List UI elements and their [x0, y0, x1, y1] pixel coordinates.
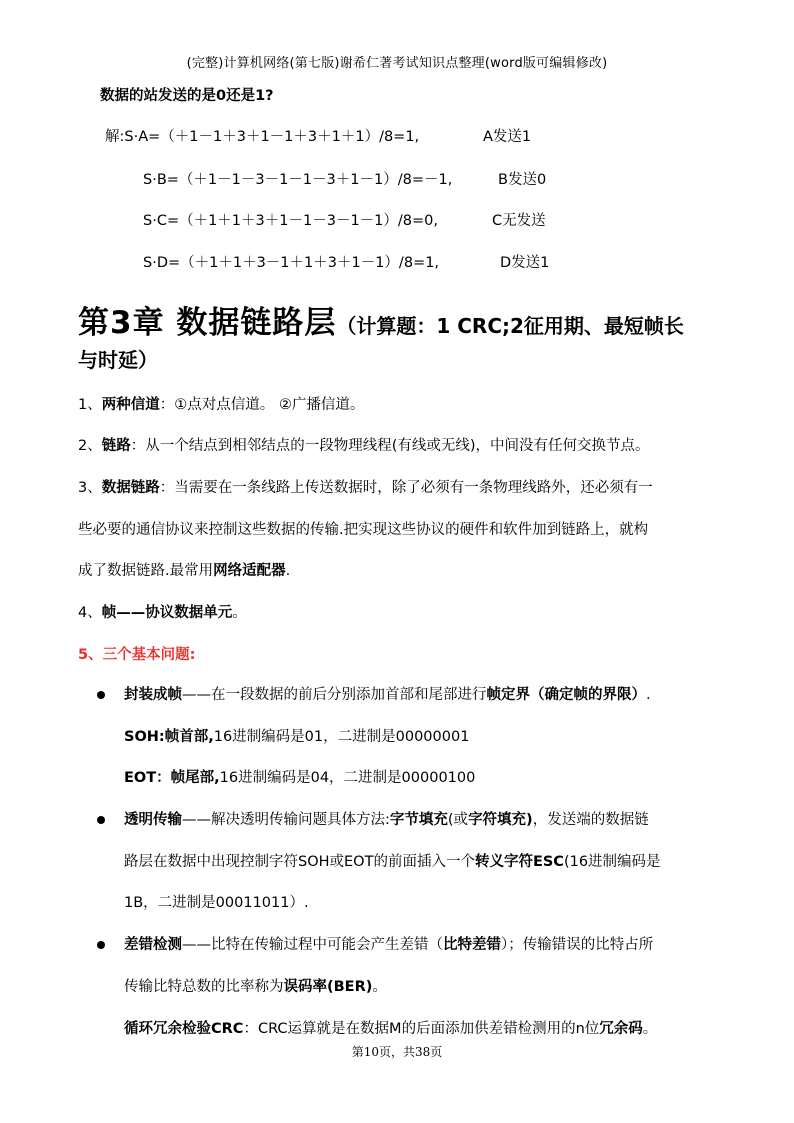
bullet-text: ，发送端的数据链	[532, 812, 649, 828]
bullet-error-detection-line-2	[124, 977, 387, 997]
bullet-text: 传输比特总数的比率称为	[124, 979, 284, 995]
item-5-heading: 5、三个基本问题:	[78, 647, 196, 663]
bullet-term: 封装成帧	[124, 687, 182, 703]
bullet-term: 帧定界（确定帧的界限）	[486, 687, 646, 703]
item-text: 。	[232, 605, 247, 621]
bullet-error-detection	[124, 935, 653, 955]
page-header: (完整)计算机网络(第七版)谢希仁著考试知识点整理(word版可编辑修改)	[186, 56, 608, 71]
item-4	[78, 603, 247, 623]
bullet-term: 差错检测	[124, 937, 182, 953]
item-1	[78, 395, 364, 415]
answer-result-a: A发送1	[483, 129, 532, 145]
soh-line	[124, 727, 469, 747]
item-text: ：从一个结点到相邻结点的一段物理线程(有线或无线)，中间没有任何交换节点。	[130, 438, 650, 454]
bullet-term: 字符填充)	[468, 812, 533, 828]
bullet-text: .	[646, 687, 651, 703]
bullet-text: ——解决透明传输问题具体方法:	[182, 812, 390, 828]
bullet-term: 字节填充	[389, 812, 448, 828]
eot-term: EOT：帧尾部,	[124, 770, 220, 786]
item-3	[78, 478, 653, 498]
bullet-term: 比特差错	[443, 937, 501, 953]
item-number: 1、	[78, 397, 102, 413]
answer-line-b: S·B=（＋1－1－3－1－1－3＋1－1）/8=－1,	[143, 172, 453, 188]
chapter-heading	[78, 301, 684, 350]
bullet-icon	[97, 816, 105, 824]
item-2	[78, 436, 650, 456]
chapter-note: （计算题：1 CRC;2征用期、最短帧长	[336, 314, 684, 338]
bullet-transparent-line-3: 1B，二进制是00011011）.	[124, 895, 309, 911]
bullet-text: ——在一段数据的前后分别添加首部和尾部进行	[182, 687, 487, 703]
answer-result-b: B发送0	[498, 172, 547, 188]
page-footer: 第10页，共38页	[351, 1045, 443, 1059]
answer-result-c: C无发送	[492, 213, 546, 229]
crc-text: ：CRC运算就是在数据M的后面添加供差错检测用的n位	[243, 1021, 600, 1037]
item-term: 链路	[101, 438, 131, 454]
item-term: 两种信道	[101, 397, 160, 413]
bullet-term: 误码率(BER)	[283, 979, 373, 995]
item-3-line-2: 些必要的通信协议来控制这些数据的传输.把实现这些协议的硬件和软件加到链路上，就构	[78, 522, 649, 538]
item-term: 数据链路	[101, 480, 160, 496]
item-number: 4、	[78, 605, 102, 621]
bullet-transparent-line-2	[124, 852, 661, 872]
crc-text: 。	[642, 1021, 658, 1037]
eot-text: 16进制编码是04，二进制是00000100	[219, 770, 476, 786]
bullet-transparent	[124, 810, 649, 830]
answer-expr: S·A=（＋1－1＋3＋1－1＋3＋1＋1）/8=1,	[124, 129, 420, 145]
item-text: .	[285, 563, 291, 579]
bullet-term: 透明传输	[124, 812, 182, 828]
crc-term: 循环冗余检验CRC	[124, 1021, 244, 1037]
bullet-text: 路层在数据中出现控制字符SOH或EOT的前面插入一个	[124, 854, 475, 870]
bullet-text: (或	[447, 812, 469, 828]
chapter-title: 第3章 数据链路层	[78, 305, 337, 341]
item-text: ：①点对点信道。 ②广播信道。	[159, 397, 365, 413]
answer-line-a	[105, 127, 419, 147]
answer-result-d: D发送1	[500, 255, 550, 271]
soh-term: SOH:帧首部,	[124, 729, 214, 745]
item-3-line-3	[78, 561, 290, 581]
question-tail: 数据的站发送的是0还是1?	[100, 88, 274, 104]
bullet-text: 。	[372, 979, 387, 995]
bullet-text: (16进制编码是	[563, 854, 661, 870]
bullet-text: ）；传输错误的比特占所	[501, 937, 654, 953]
item-text: ：当需要在一条线路上传送数据时，除了必须有一条物理线路外，还必须有一	[159, 480, 653, 496]
crc-line	[124, 1019, 657, 1039]
answer-line-d: S·D=（＋1＋1＋3－1＋1＋3＋1－1）/8=1,	[143, 255, 440, 271]
item-term: 帧——协议数据单元	[101, 605, 233, 621]
chapter-note-cont: 与时延）	[78, 348, 158, 372]
eot-line	[124, 768, 475, 788]
bullet-icon	[97, 691, 105, 699]
answer-line-c: S·C=（＋1＋1＋3＋1－1－3－1－1）/8=0,	[143, 213, 438, 229]
answer-prefix: 解:	[105, 129, 125, 145]
crc-term: 冗余码	[599, 1021, 643, 1037]
item-number: 3、	[78, 480, 102, 496]
bullet-framing	[124, 685, 651, 705]
item-term: 网络适配器	[213, 563, 286, 579]
bullet-text: ——比特在传输过程中可能会产生差错（	[182, 937, 443, 953]
item-text: 成了数据链路.最常用	[78, 563, 214, 579]
soh-text: 16进制编码是01，二进制是00000001	[213, 729, 470, 745]
bullet-icon	[97, 941, 105, 949]
bullet-term: 转义字符ESC	[474, 854, 564, 870]
item-number: 2、	[78, 438, 102, 454]
